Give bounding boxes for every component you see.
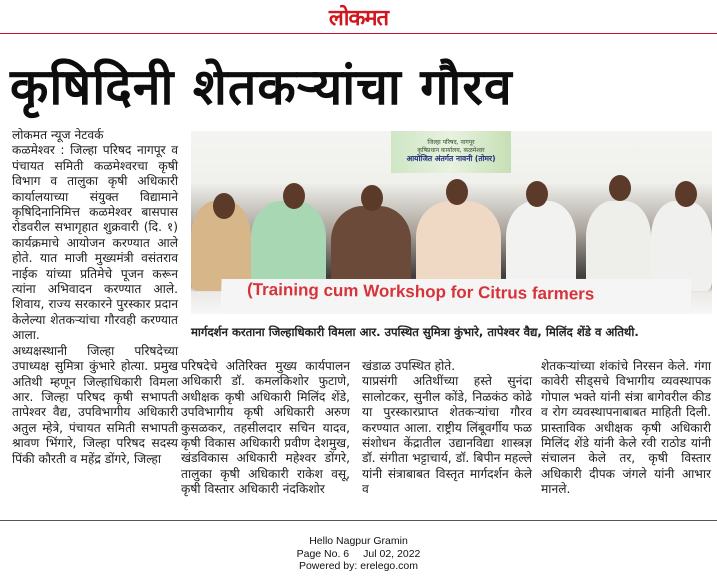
article-paragraph: याप्रसंगी अतिथींच्या हस्ते सुनंदा सालोटकर, सुनील कोंडे, निळकंठ कोढे या पुरस्कारप्राप्त शेतकऱ्यांचा गौरव करण्यात आला. राष्ट्रीय लिंबूवर्गीय फळ संशोधन केंद्रातील उद्यानविद्या शास्त्रज्ञ डॉ. संगीता भट्टाचार्य, डॉ. बिपीन महल्ले यांनी संत्राबाबत विस्तृत मार्गदर्शन केले व bbox=[362, 374, 532, 497]
lokmat-logo: लोकमत bbox=[328, 5, 389, 31]
seated-guests bbox=[191, 171, 712, 281]
article-paragraph: परिषदेचे अतिरिक्त मुख्य कार्यपालन अधिकारी डॉ. कमलकिशोर फुटाणे, अधीक्षक कृषी अधिकारी मिलिंद शेंडे, उपविभागीय कृषी अधिकारी अरुण कुसळकर, तहसीलदार सचिन यादव, कृषी विकास अधिकारी प्रवीण देशमुख, खंडविकास अधिकारी महेश्वर डोंगरे, तालुका कृषी अधिकारी राकेश वसू, कृषी विस्तार अधिकारी नंदकिशोर bbox=[181, 359, 350, 497]
masthead bbox=[0, 0, 717, 33]
article-paragraph: अध्यक्षस्थानी जिल्हा परिषदेच्या उपाध्यक्ष सुमित्रा कुंभारे होत्या. प्रमुख अतिथी म्हणून जिल्हाधिकारी विमला आर. जिल्हा परिषद कृषी सभापती तापेश्वर वैद्य, उपविभागीय अधिकारी अतुल म्हेत्रे, पंचायत समिती सभापती श्रावण भिंगारे, जिल्हा परिषद सदस्य पिंकी कौरती व महेंद्र डोंगरे, जिल्हा bbox=[12, 343, 178, 466]
powered-by-link[interactable]: Powered by: erelego.com bbox=[298, 560, 419, 572]
article-column-4 bbox=[541, 359, 711, 498]
edition-date: Jul 02, 2022 bbox=[363, 547, 421, 560]
page-footer bbox=[0, 535, 717, 573]
publication-name: Hello Nagpur Gramin bbox=[309, 535, 408, 547]
masthead-divider bbox=[0, 33, 717, 34]
article-bottom-divider bbox=[0, 520, 717, 521]
photo-caption: मार्गदर्शन करताना जिल्हाधिकारी विमला आर. उपस्थित सुमित्रा कुंभारे, तापेश्वर वैद्य, मिलिंद शेंडे व अतिथी. bbox=[191, 325, 639, 339]
article-column-1 bbox=[12, 128, 178, 467]
article-column-2 bbox=[181, 359, 350, 498]
article-headline: कृषिदिनी शेतकऱ्यांचा गौरव bbox=[10, 58, 513, 116]
backdrop-banner: जिल्हा परिषद, नागपूर कृषिप्रधान कार्यालय, कळमेश्वर आयोजित अंतर्गत नावनी (तोमर) bbox=[391, 131, 511, 173]
page-number: Page No. 6 bbox=[296, 547, 350, 560]
workshop-banner-text: (Training cum Workshop for Citrus farmers bbox=[246, 279, 595, 304]
article-paragraph: कळमेश्वर : जिल्हा परिषद नागपूर व पंचायत समिती कळमेश्वरचा कृषी विभाग व तालुका कृषी अधिकारी कार्यालयाच्या संयुक्त विद्यामाने कृषिदिनानिमित्त कळमेश्वर बासपास रोडवरील सभागृहात शुक्रवारी (दि. १) कार्यक्रमाचे आयोजन करण्यात आले होते. यात माजी मुख्यमंत्री वसंतराव नाईक यांच्या प्रतिमेचे पूजन करून त्यांना अभिवादन करण्यात आले. शिवाय, राज्य सरकारने पुरस्कार प्रदान केलेल्या शेतकऱ्यांचा गौरवही करण्यात आला. bbox=[12, 143, 178, 343]
article-column-3 bbox=[362, 359, 532, 498]
article-paragraph: शेतकऱ्यांच्या शंकांचे निरसन केले. गंगा कावेरी सीड्सचे विभागीय व्यवस्थापक गोपाल भक्ते यांनी संत्रा बागेवरील कीड व रोग व्यवस्थापनाबाबत माहिती दिली. प्रास्ताविक अधीक्षक कृषी अधिकारी मिलिंद शेंडे यांनी केले रवी राठोड यांनी संचालन केले तर, कृषी विस्तार अधिकारी दीपक जंगले यांनी आभार मानले. bbox=[541, 359, 711, 497]
article-paragraph: खंडाळ उपस्थित होते. bbox=[362, 359, 456, 373]
page-info bbox=[0, 548, 717, 561]
event-photo bbox=[191, 131, 712, 314]
byline: लोकमत न्यूज नेटवर्क bbox=[12, 128, 104, 142]
